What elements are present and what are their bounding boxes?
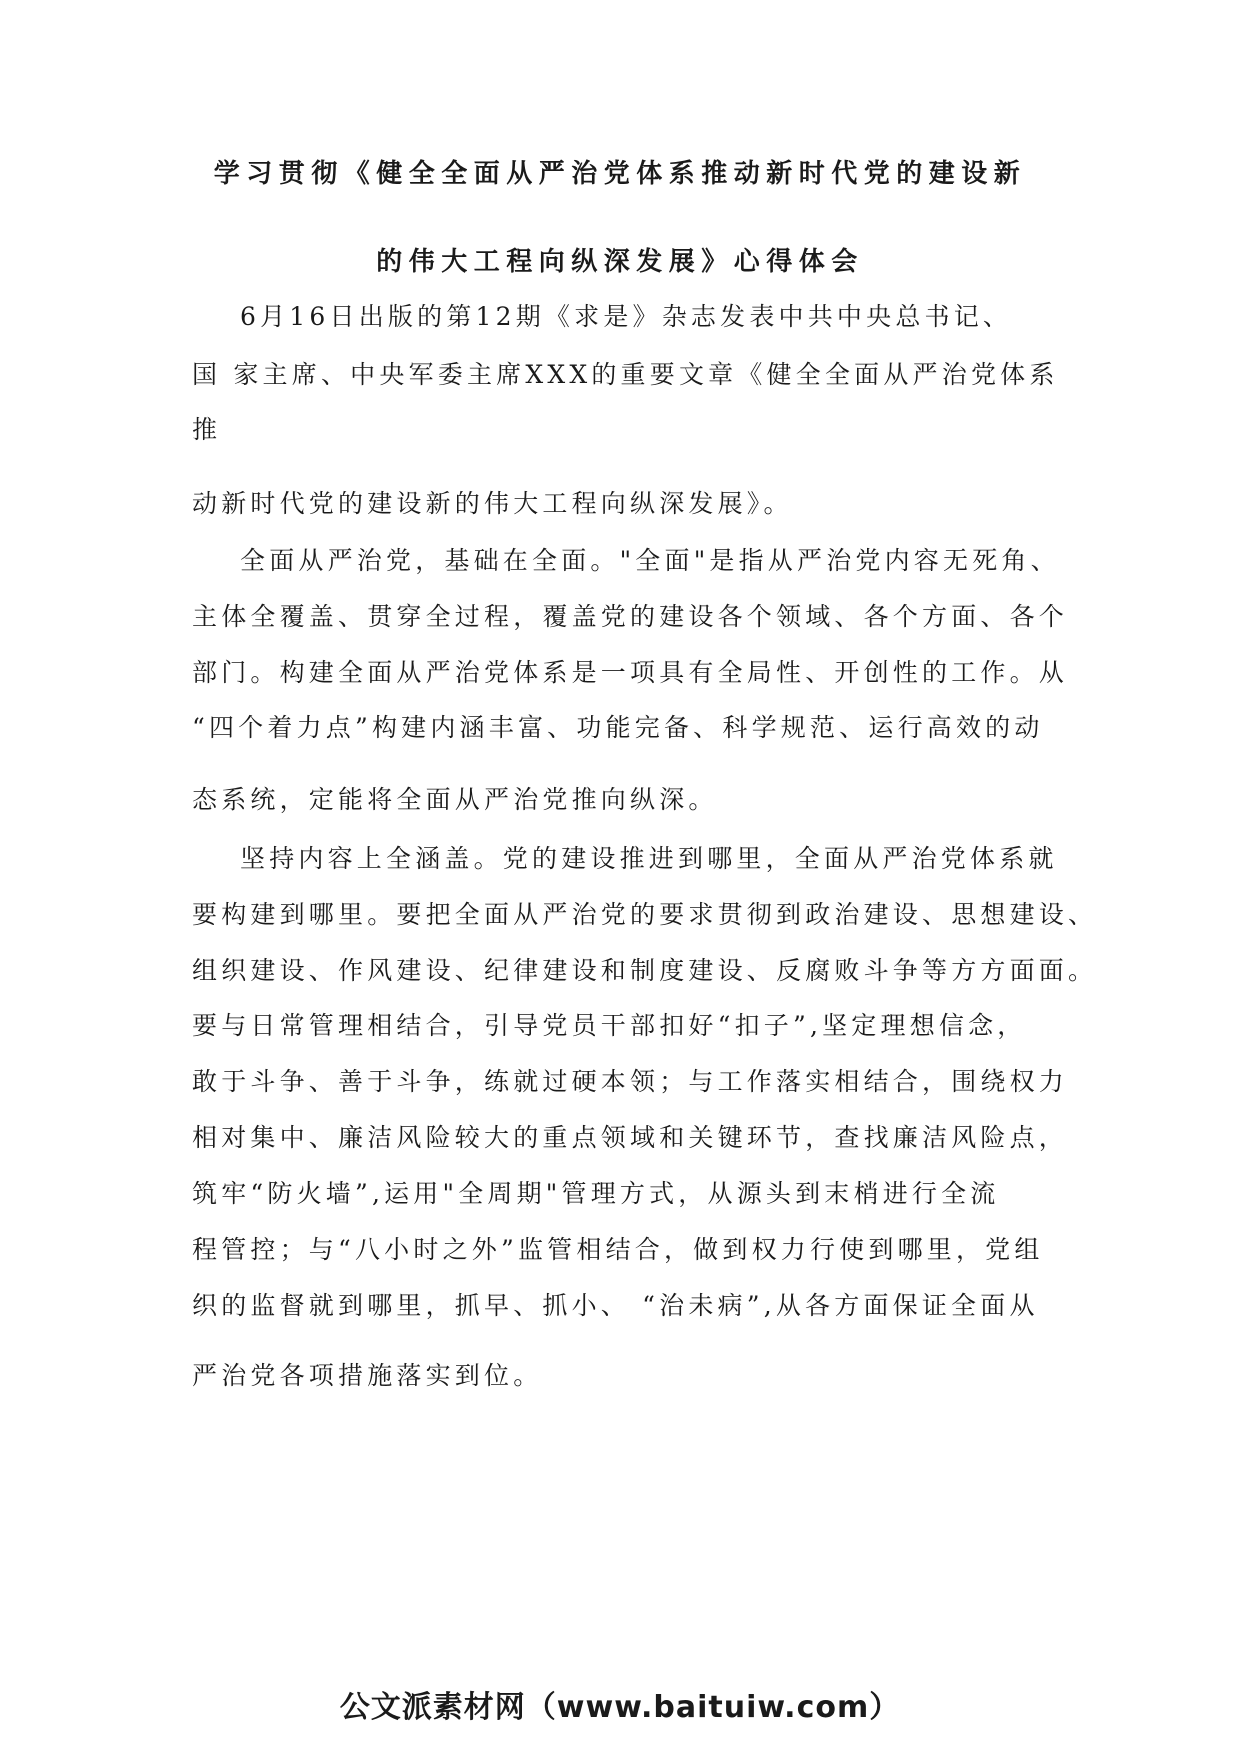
footer-source: 公文派素材网（www.baituiw.com） [339, 1690, 901, 1725]
paragraph-1-line-2: 国 家主席、中央军委主席XXX的重要文章《健全全面从严治党体系 [192, 360, 1059, 389]
paragraph-3-line-1: 坚持内容上全涵盖。党的建设推进到哪里，全面从严治党体系就 [240, 844, 1058, 873]
paragraph-3-line-8: 程管控；与“八小时之外”监管相结合，做到权力行使到哪里，党组 [192, 1235, 1044, 1264]
paragraph-2-line-2: 主体全覆盖、贯穿全过程，覆盖党的建设各个领域、各个方面、各个 [192, 602, 1069, 631]
paragraph-2-line-1: 全面从严治党，基础在全面。"全面"是指从严治党内容无死角、 [240, 546, 1060, 575]
paragraph-3-line-4: 要与日常管理相结合，引导党员干部扣好“扣子”,坚定理想信念， [192, 1011, 1027, 1040]
paragraph-3-line-7: 筑牢“防火墙”,运用"全周期"管理方式，从源头到末梢进行全流 [192, 1179, 1000, 1208]
paragraph-3-line-9: 织的监督就到哪里，抓早、抓小、 “治未病”,从各方面保证全面从 [192, 1291, 1039, 1320]
document-title-line-2: 的伟大工程向纵深发展》心得体会 [376, 247, 864, 277]
paragraph-3-line-5: 敢于斗争、善于斗争，练就过硬本领；与工作落实相结合，围绕权力 [192, 1067, 1069, 1096]
paragraph-2-line-3: 部门。构建全面从严治党体系是一项具有全局性、开创性的工作。从 [192, 658, 1069, 687]
paragraph-3-line-3: 组织建设、作风建设、纪律建设和制度建设、反腐败斗争等方方面面。 [192, 956, 1098, 985]
paragraph-1-line-4: 动新时代党的建设新的伟大工程向纵深发展》。 [192, 489, 793, 518]
paragraph-2-line-4: “四个着力点”构建内涵丰富、功能完备、科学规范、运行高效的动 [192, 713, 1044, 742]
paragraph-3-line-10: 严治党各项措施落实到位。 [192, 1361, 543, 1390]
paragraph-2-line-5: 态系统，定能将全面从严治党推向纵深。 [192, 785, 718, 814]
paragraph-3-line-2: 要构建到哪里。要把全面从严治党的要求贯彻到政治建设、思想建设、 [192, 900, 1098, 929]
paragraph-3-line-6: 相对集中、廉洁风险较大的重点领域和关键环节，查找廉洁风险点， [192, 1123, 1069, 1152]
document-title-line-1: 学习贯彻《健全全面从严治党体系推动新时代党的建设新 [213, 159, 1027, 189]
paragraph-1-line-1: 6月16日出版的第12期《求是》杂志发表中共中央总书记、 [240, 302, 1013, 331]
paragraph-1-line-3: 推 [192, 415, 222, 444]
